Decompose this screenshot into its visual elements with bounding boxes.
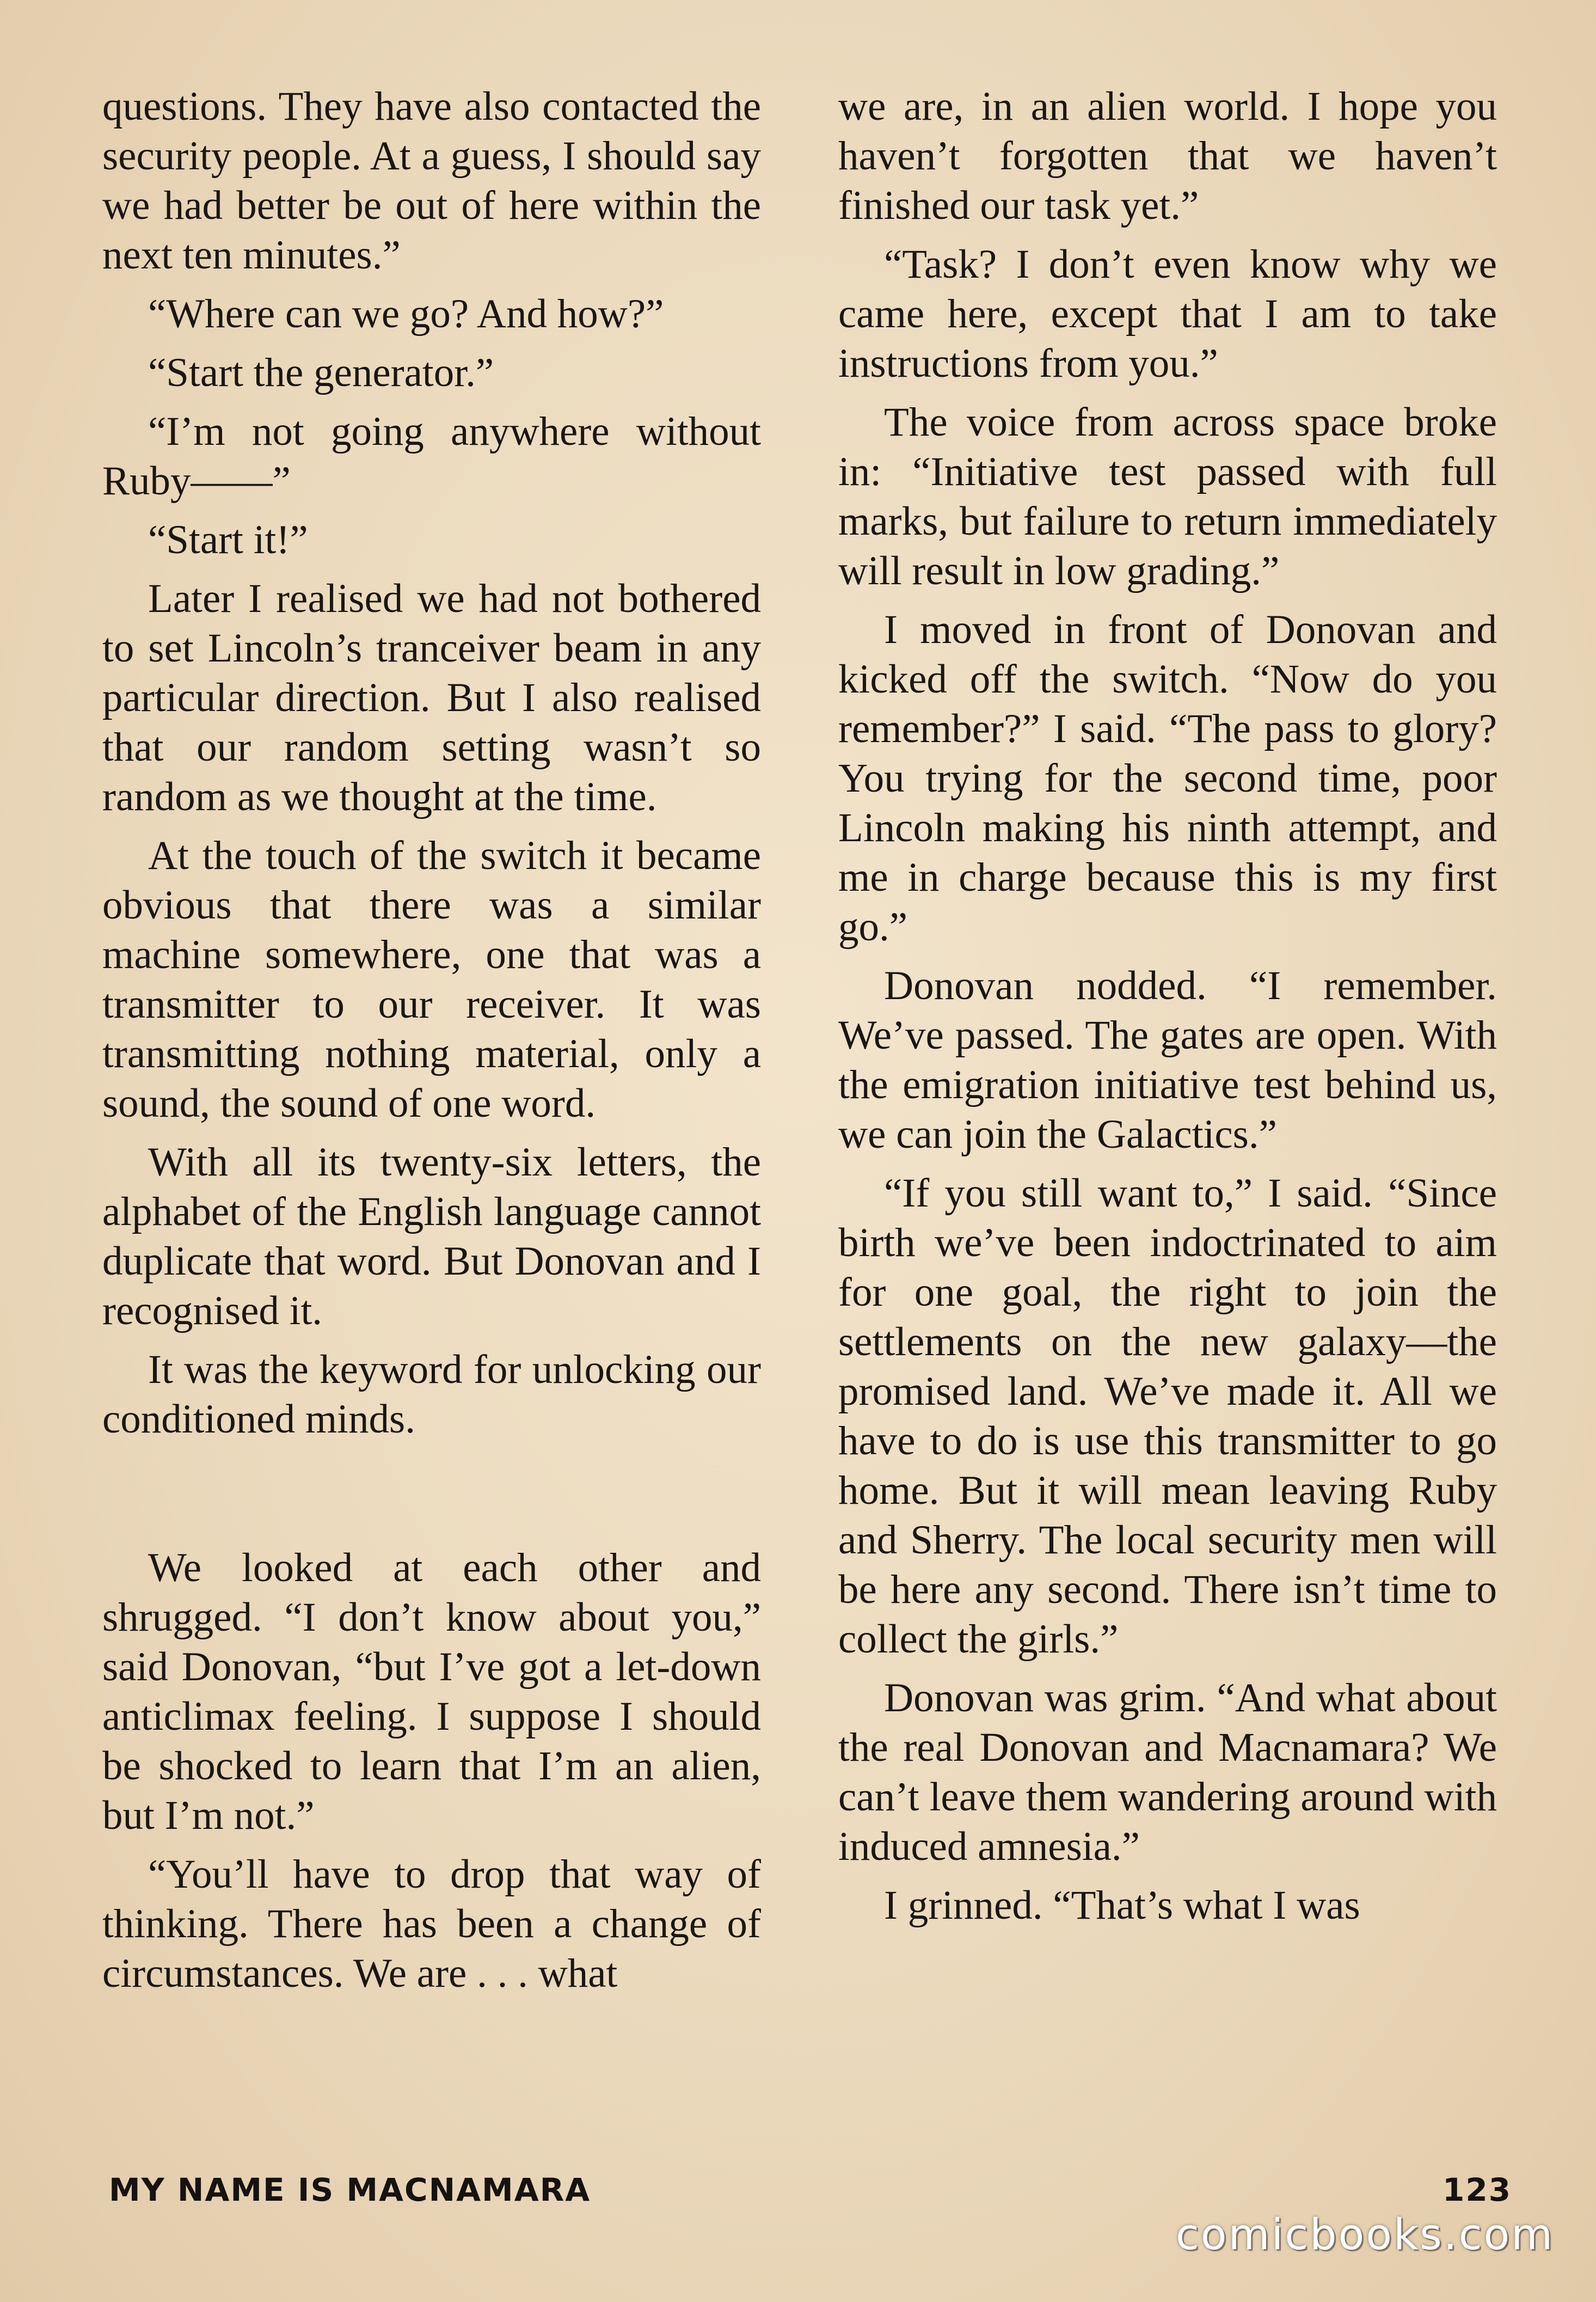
paragraph: The voice from across space broke in: “Initiative test passed with full marks, but failure to return immediately will result in low grading.” (838, 400, 1497, 593)
paragraph: It was the keyword for unlocking our conditioned minds. (102, 1347, 761, 1442)
paragraph: I moved in front of Donovan and kicked off the switch. “Now do you remember?” I said. “The pass to glory? You trying for the second time, poor Lincoln making his ninth attempt, and me in charge because this is my first go.” (838, 607, 1497, 950)
paragraph: At the touch of the switch it became obvious that there was a similar machine somewhere, one that was a transmitter to our receiver. It was transmitting nothing material, only a sound, the sound of one word. (102, 833, 761, 1126)
paragraph: With all its twenty-six letters, the alphabet of the English language cannot duplicate that word. But Donovan and I recognised it. (102, 1140, 761, 1333)
paragraph: “You’ll have to drop that way of thinking. There has been a change of circumstances. We are . . . what (102, 1852, 761, 1996)
paragraph: “Start the generator.” (148, 350, 494, 395)
paragraph: questions. They have also contacted the security people. At a guess, I should say we had better be out of here within the next ten minutes.” (102, 84, 761, 278)
paragraph: We looked at each other and shrugged. “I don’t know about you,” said Donovan, “but I’ve got a let-down anticlimax feeling. I suppose I should be shocked to learn that I’m an alien, but I’m not.” (102, 1545, 761, 1838)
paragraph: “Start it!” (148, 517, 308, 562)
paragraph: Donovan nodded. “I remember. We’ve passed. The gates are open. With the emigration initiative test behind us, we can join the Galactics.” (838, 963, 1497, 1157)
page-number: 123 (1442, 2171, 1512, 2208)
left-column (102, 82, 761, 2007)
paragraph: Later I realised we had not bothered to set Lincoln’s tranceiver beam in any particular direction. But I also realised that our random setting wasn’t so random as we thought at the time. (102, 576, 761, 819)
paragraph: “Where can we go? And how?” (148, 291, 664, 336)
paragraph: “I’m not going anywhere without Ruby——” (102, 409, 761, 504)
paragraph: I grinned. “That’s what I was (884, 1883, 1360, 1928)
paragraph: “Task? I don’t even know why we came here, except that I am to take instructions from you.” (838, 242, 1497, 386)
paragraph: “If you still want to,” I said. “Since birth we’ve been indoctrinated to aim for one goal, the right to join the settlements on the new galaxy—the promised land. We’ve made it. All we have to do is use this transmitter to go home. But it will mean leaving Ruby and Sherry. The local security men will be here any second. There isn’t time to collect the girls.” (838, 1171, 1497, 1662)
watermark: comicbooks.com (1176, 2211, 1555, 2260)
running-title: MY NAME IS MACNAMARA (109, 2171, 591, 2208)
paragraph: we are, in an alien world. I hope you haven’t forgotten that we haven’t finished our task yet.” (838, 84, 1497, 228)
paragraph: Donovan was grim. “And what about the real Donovan and Macnamara? We can’t leave them wandering around with induced amnesia.” (838, 1675, 1497, 1869)
right-column (838, 82, 1497, 1939)
